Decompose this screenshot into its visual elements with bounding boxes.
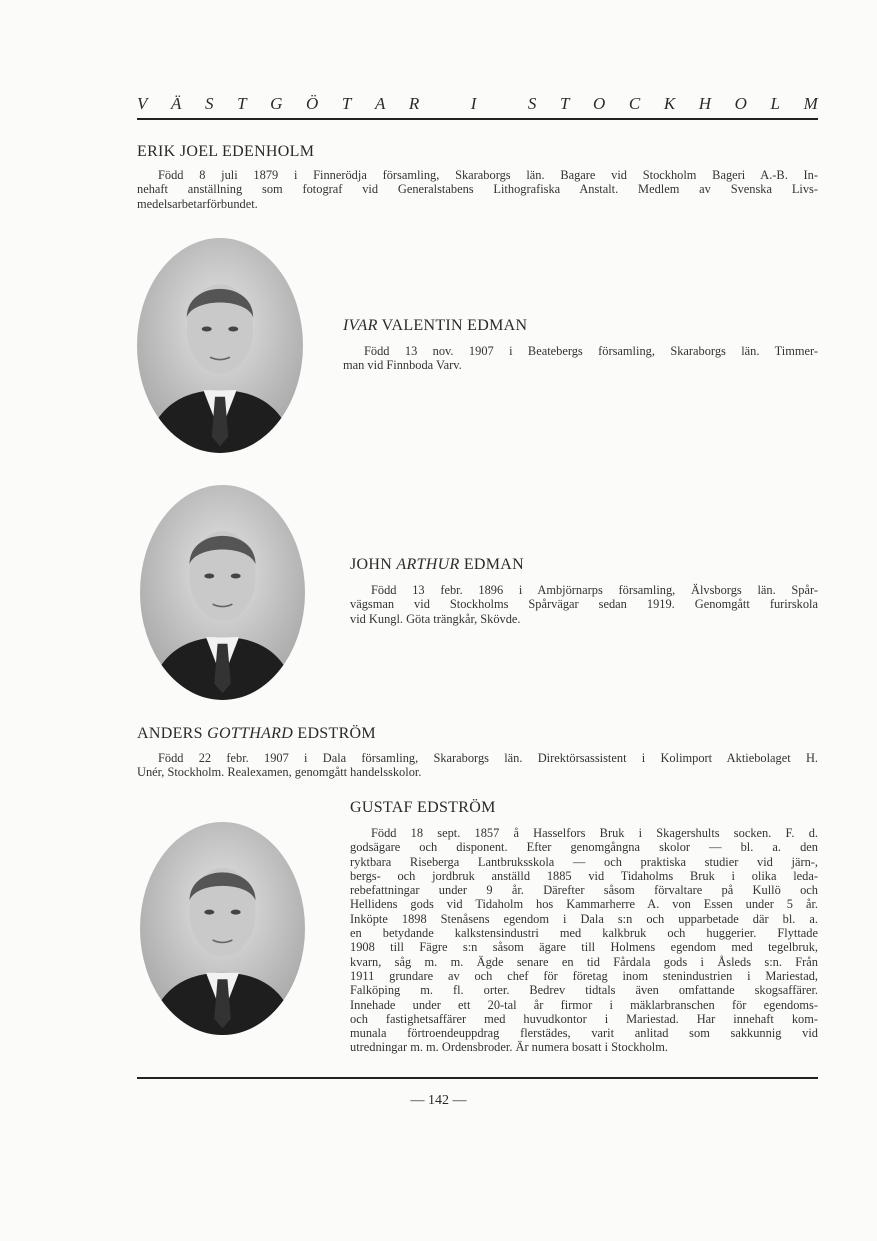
text-line: Falköping m. fl. orter. Bedrev tidtals även omfattande skogsaffärer. bbox=[350, 983, 818, 998]
text-line: 1911 grundare av och chef för företag inom stenindustrien i Mariestad, bbox=[350, 968, 818, 983]
text-line: nehaft anställning som fotograf vid Generalstabens Lithografiska Anstalt. Medlem av Svenska Livs- bbox=[137, 182, 818, 197]
text-line: utredningar m. m. Ordensbroder. Är numera bosatt i Stockholm. bbox=[350, 1040, 668, 1055]
text-line: bergs- och jordbruk anställd 1885 vid Tidaholms Bruk i olika leda- bbox=[350, 868, 818, 883]
header-letter: G bbox=[270, 94, 283, 113]
name-part: GUSTAF EDSTRÖM bbox=[350, 799, 496, 816]
entry-body bbox=[137, 168, 818, 211]
name-part: EDMAN bbox=[459, 556, 524, 573]
text-line: Innehade under ett 20-tal år firmor i mäklarbranschen för egendoms- bbox=[350, 997, 818, 1012]
text-line: en betydande kalkstensindustri med kalkbruk och huggerier. Flyttade bbox=[350, 926, 818, 941]
header-letter: T bbox=[237, 94, 247, 113]
text-line: Född 22 febr. 1907 i Dala församling, Skaraborgs län. Direktörsassistent i Kolimport Aktiebolaget H. bbox=[158, 751, 818, 765]
header-letter: T bbox=[341, 94, 352, 113]
header-letter: L bbox=[770, 94, 780, 113]
text-line: 1908 till Fägre s:n såsom ägare till Holmens egendom med tegelbruk, bbox=[350, 940, 818, 955]
text-line: rebefattningar under 9 år. Därefter såsom förvaltare på Kullö och bbox=[350, 883, 818, 898]
header-letter bbox=[500, 94, 504, 114]
entry-body bbox=[343, 344, 818, 373]
header-letter: H bbox=[698, 94, 712, 113]
name-part: GOTTHARD bbox=[207, 725, 294, 742]
name-part: VALENTIN EDMAN bbox=[377, 317, 528, 334]
text-line: och fastighetsaffärer med huvudkontor i Mariestad. Har innehaft kom- bbox=[350, 1011, 818, 1026]
header-letter: R bbox=[408, 94, 420, 113]
entry-name bbox=[350, 799, 496, 817]
text-line: ryktbara Riseberga Lantbruksskola — och praktiska studier vid järn-, bbox=[350, 854, 818, 869]
running-header bbox=[137, 94, 818, 114]
text-line: Hellidens gods vid Tidaholm hos Kammarherre A. von Essen under 5 år. bbox=[350, 897, 818, 912]
page-number: — 142 — bbox=[410, 1093, 467, 1108]
entry-body bbox=[350, 826, 818, 1055]
text-line: munala förtroendeuppdrag flerstädes, varit anlitad som sakkunnig vid bbox=[350, 1026, 818, 1041]
text-line: vägsman vid Stockholms Spårvägar sedan 1919. Genomgått furirskola bbox=[350, 597, 818, 612]
header-letter: Ö bbox=[306, 94, 319, 113]
header-letter: S bbox=[204, 94, 214, 113]
entry-body bbox=[137, 751, 818, 780]
text-line: Född 18 sept. 1857 å Hasselfors Bruk i Skagershults socken. F. d. bbox=[371, 826, 818, 840]
header-rule bbox=[137, 118, 818, 120]
header-letter: S bbox=[527, 94, 537, 113]
name-part: IVAR bbox=[343, 317, 378, 334]
header-letter: M bbox=[803, 94, 818, 113]
entry-name bbox=[343, 317, 527, 335]
name-part: EDSTRÖM bbox=[293, 725, 376, 742]
entry-name bbox=[137, 143, 314, 161]
entry-name bbox=[137, 725, 376, 743]
header-letter: V bbox=[137, 94, 148, 113]
text-line: Född 8 juli 1879 i Finnerödja församling, Skaraborgs län. Bagare vid Stockholm Bageri A.-B. In- bbox=[158, 168, 818, 182]
portrait-photo bbox=[137, 238, 303, 453]
text-line: godsägare och disponent. Efter genomgångna skolor — bl. a. den bbox=[350, 840, 818, 855]
text-line: Född 13 febr. 1896 i Ambjörnarps församling, Älvsborgs län. Spår- bbox=[371, 583, 818, 597]
name-part: ERIK JOEL EDENHOLM bbox=[137, 143, 315, 160]
name-part: ANDERS bbox=[137, 725, 208, 742]
entry-name bbox=[350, 556, 524, 574]
entry-body bbox=[350, 583, 818, 626]
portrait-photo bbox=[140, 822, 305, 1035]
text-line: Född 13 nov. 1907 i Beatebergs församling, Skaraborgs län. Timmer- bbox=[364, 344, 818, 358]
text-line: medelsarbetarförbundet. bbox=[137, 196, 258, 211]
name-part: ARTHUR bbox=[396, 556, 460, 573]
footer-rule bbox=[137, 1077, 818, 1079]
header-letter: T bbox=[559, 94, 570, 113]
header-letter: O bbox=[734, 94, 747, 113]
header-letter: K bbox=[663, 94, 676, 113]
header-letter: A bbox=[374, 94, 386, 113]
text-line: Unér, Stockholm. Realexamen, genomgått handelsskolor. bbox=[137, 765, 422, 780]
header-letter: O bbox=[593, 94, 606, 113]
header-letter: I bbox=[470, 94, 477, 113]
portrait-photo bbox=[140, 485, 305, 700]
text-line: Inköpte 1898 Stenåsens egendom i Dala s:n och upparbetade där bl. a. bbox=[350, 911, 818, 926]
header-letter bbox=[443, 94, 447, 114]
name-part: JOHN bbox=[350, 556, 397, 573]
header-letter: C bbox=[628, 94, 641, 113]
text-line: vid Kungl. Göta trängkår, Skövde. bbox=[350, 611, 521, 626]
text-line: kvarn, såg m. m. Ägde senare en tid Fårdala gods i Åsleds s:n. Från bbox=[350, 954, 818, 969]
text-line: man vid Finnboda Varv. bbox=[343, 358, 462, 373]
header-letter: Ä bbox=[170, 94, 182, 113]
